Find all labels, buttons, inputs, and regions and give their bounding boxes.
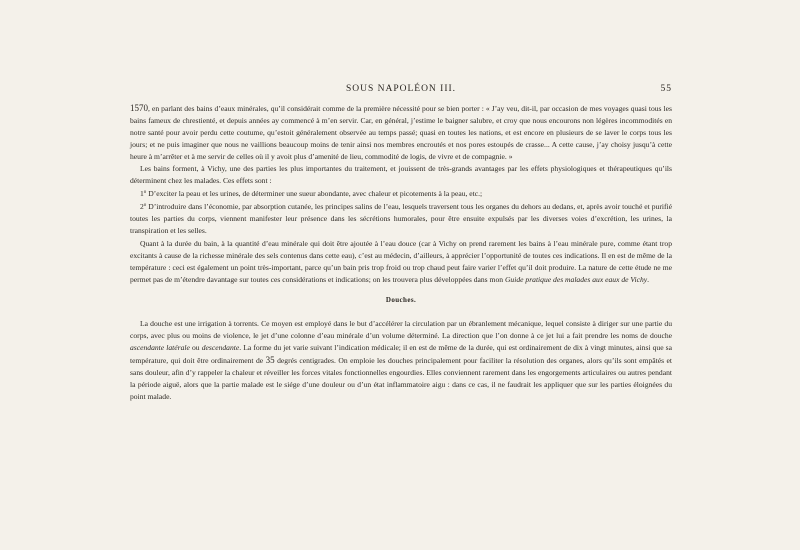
text-run: D’introduire dans l’économie, par absorption cutanée, les principes salins de l’eau, lesquels traversent tous les organes du dehors au dedans, et, après avoir touché et purifié toutes les parties du corps, viennent manifester leur présence dans les sécrétions humorales, pour être ensuite expulsés par les diverses voies d’excrétion, les urines, la transpiration et les selles. bbox=[130, 202, 672, 236]
paragraph-effet-1 bbox=[130, 187, 672, 200]
text-run: Quant à la durée du bain, à la quantité d’eau minérale qui doit être ajoutée à l’eau douce (car à Vichy on prend rarement les bains à l’eau minérale pure, comme étant trop excitants à cause de la richesse minérale des sels contenus dans cette eau), c’est au médecin, d’ailleurs, à apprécier l’opportunité de toutes ces indications. Il en est de même de la température : ceci est également un point très-important, parce qu’un bain pris trop froid ou trop chaud peut faire varier l’effet qu’il doit produire. La nature de cette étude ne me permet pas de m’étendre davantage sur toutes ces considérations et indications; on les trouvera plus développées dans mon bbox=[130, 238, 672, 284]
text-run: La douche est une irrigation à torrents. Ce moyen est employé dans le but d’accélérer la circulation par un ébranlement mécanique, lequel consiste à diriger sur une partie du corps, avec plus ou moins de violence, le jet d’une colonne d’eau minérale d’un volume déterminé. La direction que l’on donne à ce jet lui a fait prendre les noms de douche bbox=[130, 318, 672, 340]
text-run: ascendante latérale bbox=[130, 342, 190, 352]
text-run: Douches. bbox=[385, 295, 417, 304]
text-run: 1 bbox=[140, 189, 144, 199]
text-run: o bbox=[143, 203, 147, 209]
text-run: 2 bbox=[140, 202, 144, 212]
section-heading-douches bbox=[130, 294, 672, 306]
text-run: o bbox=[143, 190, 147, 196]
paragraph-douche bbox=[130, 318, 672, 403]
text-run: Guide pratique des malades aux eaux de Vichy bbox=[504, 274, 648, 284]
running-title: SOUS NAPOLÉON III. bbox=[345, 84, 457, 94]
text-run: D’exciter la peau et les urines, de déterminer une sueur abondante, avec chaleur et picotements à la peau, etc.; bbox=[146, 189, 483, 199]
page-number: 55 bbox=[660, 84, 672, 94]
text-run: , en parlant des bains d’eaux minérales, qu’il considérait comme de la première nécessité pour se bien porter : « J’ay veu, dit-il, par occasion de mes voyages quasi tous les bains fameux de chrestienté, et depuis années ay commencé à m’en servir. Car, en général, j’estime le baigner salubre, et croy que nous encourons non légères incommodités en notre santé pour avoir perdu cette coutume, qu’estoit généralement observée au temps passé; quasi en toutes les nations, et est encore en plusieurs de se laver le corps tous les jours; et ne puis imaginer que nous ne vaillions beaucoup moins de tenir ainsi nos membres encroutés et nos pores estoupés de crasse... A cette cause, j’ay choisy jusqu’à cette heure à m’arrêter et à me servir de celles où il y avoit plus d’amenité de lieu, commodité de logis, de vivre et de compagnie. » bbox=[130, 104, 672, 162]
paragraph-bains-effets bbox=[130, 163, 672, 187]
text-run: 35 bbox=[265, 354, 275, 365]
paragraph-bains-quote bbox=[130, 102, 672, 163]
text-run: . bbox=[647, 274, 650, 284]
text-run: descendante bbox=[201, 342, 240, 352]
text-run: . La forme du jet varie suivant l’indication médicale; il en est de même de la durée, qui est ordinairement de dix à vingt minutes, ainsi que sa température, qui doit être ordinairement de bbox=[130, 342, 673, 365]
paragraph-effet-2 bbox=[130, 200, 672, 237]
text-run: 1570 bbox=[130, 103, 148, 113]
running-head bbox=[130, 84, 672, 98]
text-run: ou bbox=[189, 342, 202, 352]
text-run: Les bains forment, à Vichy, une des parties les plus importantes du traitement, et jouissent de très-grands avantages par les effets physiologiques et thérapeutiques qu’ils déterminent chez les malades. Ces effets sont : bbox=[130, 164, 672, 186]
body-text bbox=[130, 102, 672, 403]
text-run: degrés centigrades. On emploie les douches principalement pour faciliter la résolution des organes, alors qu’ils sont empâtés et sans douleur, afin d’y rappeler la chaleur et réveiller les forces vitales fonctionnelles engourdies. Elles conviennent rarement dans les engorgements articulaires ou autres pendant la période aiguë, alors que la partie malade est le siége d’une douleur ou d’un état inflammatoire aigu : dans ce cas, il ne faudrait les appliquer que sur les parties éloignées du point malade. bbox=[130, 355, 672, 402]
paragraph-duree-bain bbox=[130, 238, 672, 286]
